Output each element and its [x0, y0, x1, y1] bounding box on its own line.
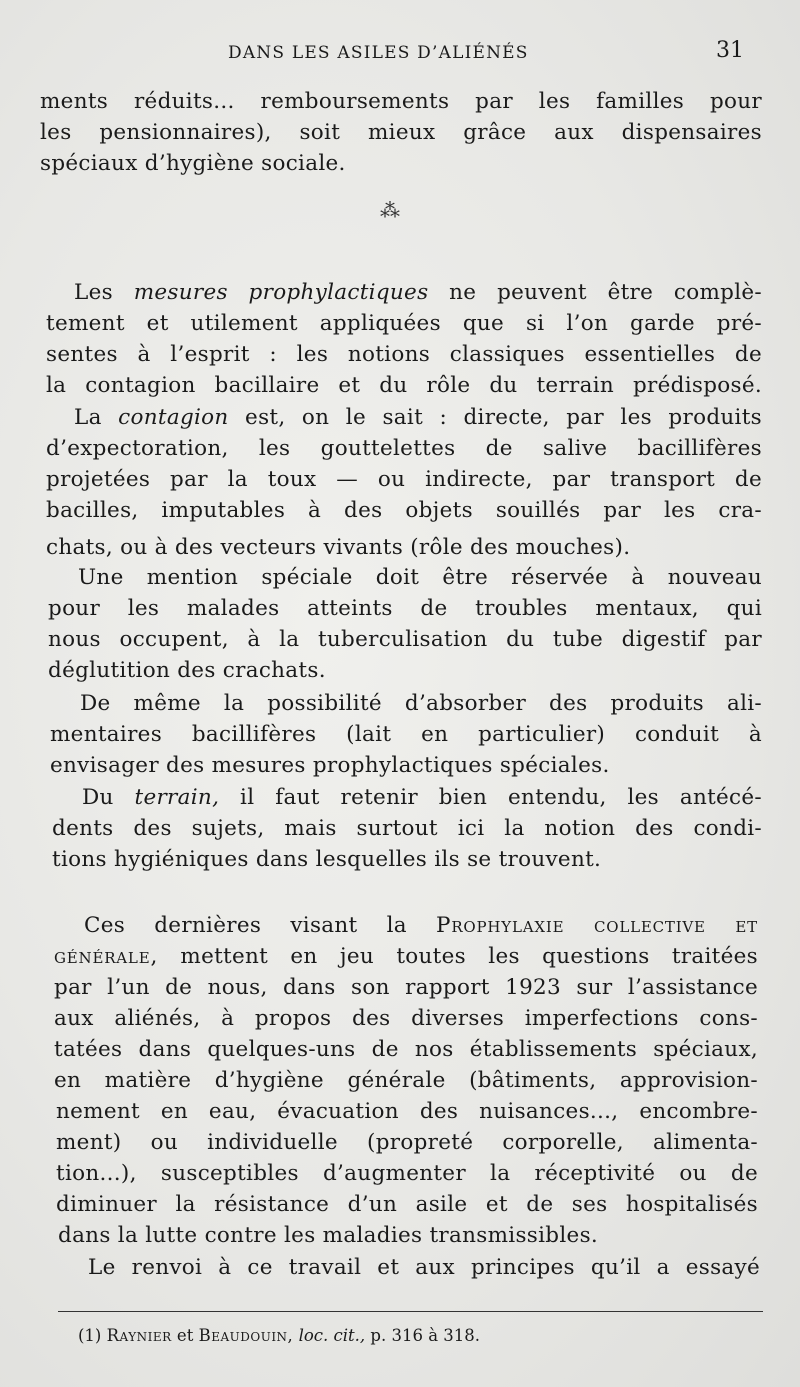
text-line: envisager des mesures prophylactiques spéciales.	[50, 753, 610, 778]
text-line: bacilles, imputables à des objets souillés par les cra-	[46, 498, 762, 523]
text-line: d’expectoration, les gouttelettes de salive bacillifères	[46, 436, 762, 461]
page-number: 31	[716, 38, 744, 63]
text-line: diminuer la résistance d’un asile et de ses hospitalisés	[56, 1192, 758, 1217]
text-line: dans la lutte contre les maladies transmissibles.	[58, 1223, 599, 1248]
text-span: Du	[82, 785, 135, 810]
text-line: en matière d’hygiène générale (bâtiments, approvision-	[54, 1068, 758, 1093]
text-line: par l’un de nous, dans son rapport 1923 sur l’assistance	[54, 975, 758, 1000]
text-line: déglutition des crachats.	[48, 658, 326, 683]
small-caps-text: Prophylaxie collective et	[436, 913, 758, 938]
text-line	[74, 402, 762, 433]
text-line: tement et utilement appliquées que si l’on garde pré-	[46, 311, 762, 336]
text-span: ne peuvent être complè-	[428, 280, 763, 305]
text-line: tatées dans quelques-uns de nos établissements spéciaux,	[54, 1037, 758, 1062]
asterism-symbol: ⁂	[380, 198, 400, 222]
footnote-author: Beaudouin,	[198, 1326, 294, 1345]
text-span: La	[74, 405, 119, 430]
text-line: Le renvoi à ce travail et aux principes qu’il a essayé	[88, 1255, 760, 1280]
footnote-author: Raynier	[106, 1326, 172, 1345]
text-span: Ces dernières visant la	[84, 913, 437, 938]
text-line	[82, 782, 762, 813]
text-span: mettent en jeu toutes les questions traitées	[158, 944, 758, 969]
text-line: nement en eau, évacuation des nuisances..., encombre-	[56, 1099, 758, 1124]
text-line: nous occupent, à la tuberculisation du tube digestif par	[48, 627, 762, 652]
text-line: tions hygiéniques dans lesquelles ils se trouvent.	[52, 847, 602, 872]
section-ornament	[370, 198, 410, 222]
text-line: les pensionnaires), soit mieux grâce aux dispensaires	[40, 120, 762, 145]
text-line: sentes à l’esprit : les notions classiques essentielles de	[46, 342, 762, 367]
text-line	[84, 910, 758, 941]
text-line	[54, 941, 758, 972]
text-line: ments réduits... remboursements par les familles pour	[40, 89, 762, 114]
footnote-pages: p. 316 à 318.	[365, 1326, 481, 1345]
text-line: aux aliénés, à propos des diverses imperfections cons-	[54, 1006, 758, 1031]
emphasis-text: mesures prophylactiques	[133, 280, 429, 305]
page-header	[0, 36, 800, 70]
footnote-marker: (1)	[78, 1326, 102, 1345]
text-span: il faut retenir bien entendu, les antécé-	[219, 785, 762, 810]
text-line: spéciaux d’hygiène sociale.	[40, 151, 346, 176]
text-line: dents des sujets, mais surtout ici la notion des condi-	[52, 816, 762, 841]
footnote-text: et	[171, 1326, 199, 1345]
text-line	[74, 277, 762, 308]
footnote-reference: loc. cit.,	[298, 1326, 366, 1345]
running-title: DANS LES ASILES D’ALIÉNÉS	[228, 43, 529, 63]
small-caps-text: générale,	[54, 944, 159, 969]
text-line: tion...), susceptibles d’augmenter la réceptivité ou de	[56, 1161, 758, 1186]
text-span: est, on le sait : directe, par les produits	[228, 405, 762, 430]
text-line: Une mention spéciale doit être réservée à nouveau	[78, 565, 762, 590]
emphasis-text: terrain,	[134, 785, 220, 810]
text-line: pour les malades atteints de troubles mentaux, qui	[48, 596, 762, 621]
emphasis-text: contagion	[118, 405, 229, 430]
text-span: Les	[74, 280, 134, 305]
text-line: chats, ou à des vecteurs vivants (rôle des mouches).	[46, 535, 631, 560]
footnote-divider	[58, 1311, 763, 1312]
footnote	[78, 1326, 480, 1345]
text-line: la contagion bacillaire et du rôle du terrain prédisposé.	[46, 373, 762, 398]
text-line: ment) ou individuelle (propreté corporelle, alimenta-	[56, 1130, 758, 1155]
text-line: projetées par la toux — ou indirecte, par transport de	[46, 467, 762, 492]
text-line: mentaires bacillifères (lait en particulier) conduit à	[50, 722, 762, 747]
text-line: De même la possibilité d’absorber des produits ali-	[80, 691, 762, 716]
